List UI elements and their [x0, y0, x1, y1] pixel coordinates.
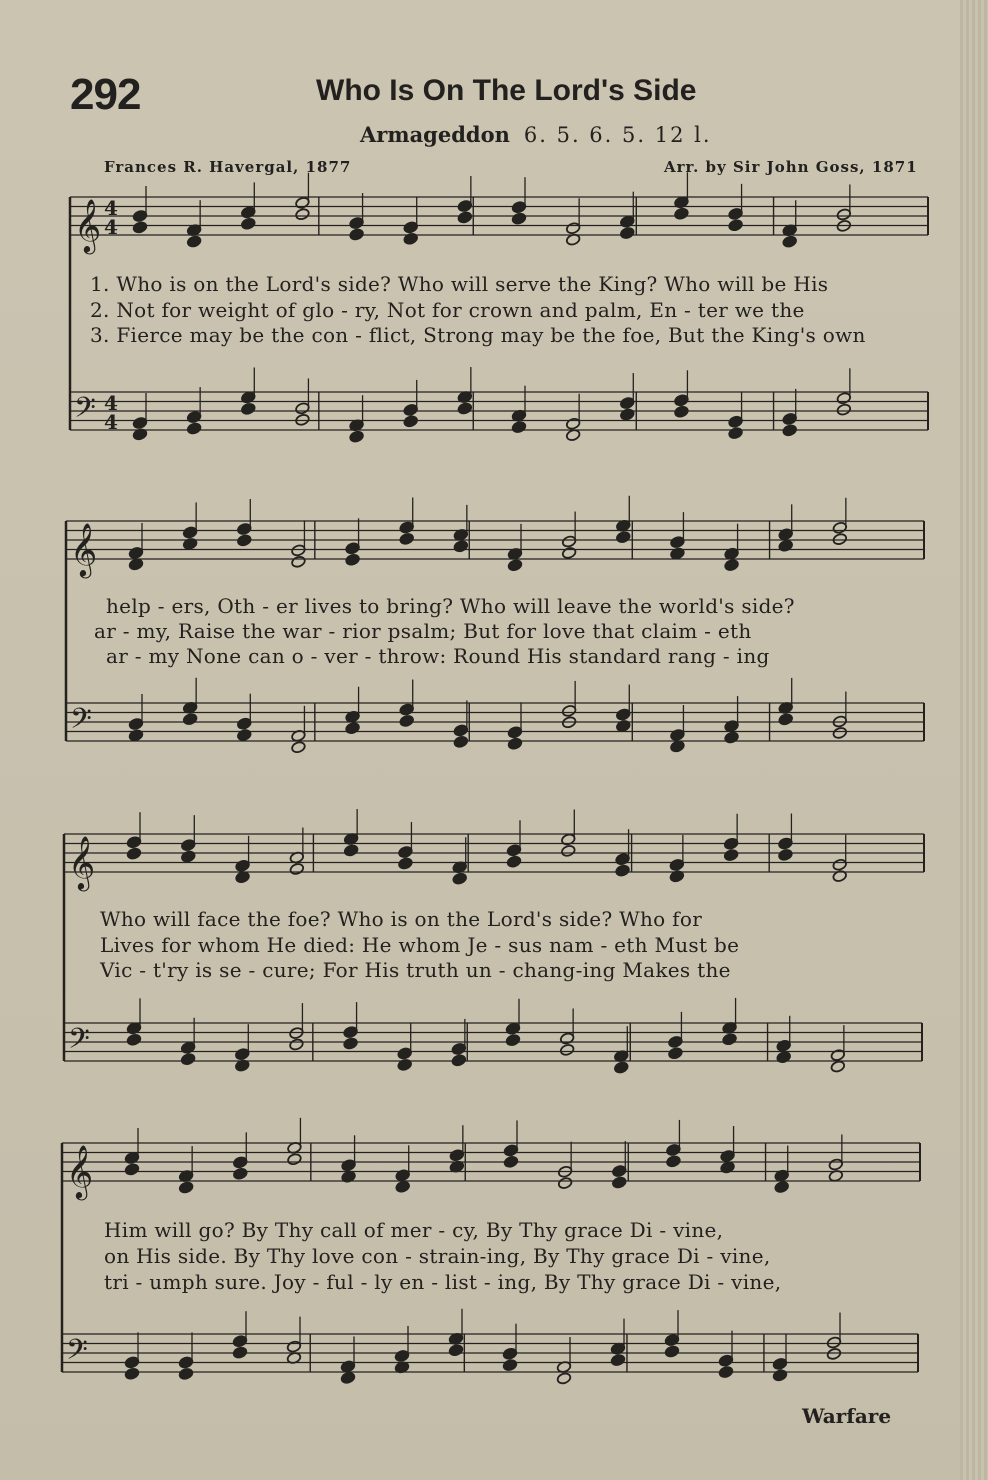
- note-head: [398, 857, 413, 870]
- note-head: [782, 235, 797, 248]
- note-head: [126, 847, 141, 860]
- note-head: [132, 221, 147, 234]
- lyric-verse-2: 2. Not for weight of glo - ry, Not for crown and palm, En - ter we the: [90, 298, 805, 322]
- note-head: [728, 219, 743, 232]
- bass-clef: 𝄢: [70, 702, 92, 743]
- note-head: [778, 539, 793, 552]
- meter: 6. 5. 6. 5. 12 l.: [523, 123, 712, 147]
- lyric-verse-1: help - ers, Oth - er lives to bring? Who will leave the world's side?: [106, 594, 795, 618]
- note-head: [289, 1038, 304, 1051]
- section-label: Warfare: [802, 1404, 892, 1428]
- note-head: [556, 1372, 571, 1385]
- lyric-verse-3: 3. Fierce may be the con - flict, Strong may be the foe, But the King's own: [90, 323, 866, 347]
- note-head: [124, 1367, 139, 1380]
- lyric-verse-3: ar - my None can o - ver - throw: Round His standard rang - ing: [106, 644, 770, 668]
- treble-clef: 𝄞: [66, 1144, 94, 1198]
- lyric-verse-2: on His side. By Thy love con - strain-ing, By Thy grace Di - vine,: [104, 1244, 771, 1268]
- note-head: [610, 1354, 625, 1367]
- note-head: [295, 208, 310, 221]
- note-head: [670, 740, 685, 753]
- note-head: [403, 232, 418, 245]
- note-head: [502, 1359, 517, 1372]
- note-head: [349, 430, 364, 443]
- note-head: [178, 1181, 193, 1194]
- time-signature-bottom: 4: [104, 410, 118, 434]
- lyric-verse-1: Him will go? By Thy call of mer - cy, By Thy grace Di - vine,: [104, 1218, 724, 1242]
- lyric-verse-1: 1. Who is on the Lord's side? Who will serve the King? Who will be His: [90, 272, 829, 296]
- note-head: [181, 850, 196, 863]
- note-head: [620, 227, 635, 240]
- note-head: [774, 1180, 789, 1193]
- time-signature-top: 4: [104, 391, 118, 415]
- note-head: [178, 1367, 193, 1380]
- note-head: [291, 555, 306, 568]
- note-head: [776, 1051, 791, 1064]
- bass-clef: 𝄢: [66, 1333, 88, 1374]
- note-head: [180, 1053, 195, 1066]
- note-head: [832, 726, 847, 739]
- note-head: [723, 849, 738, 862]
- lyric-verse-2: ar - my, Raise the war - rior psalm; But for love that claim - eth: [94, 619, 752, 643]
- note-head: [241, 402, 256, 415]
- note-head: [343, 1037, 358, 1050]
- note-head: [561, 844, 576, 857]
- note-head: [506, 855, 521, 868]
- note-head: [724, 731, 739, 744]
- note-head: [128, 558, 143, 571]
- note-head: [345, 722, 360, 735]
- lyric-verse-1: Who will face the foe? Who is on the Lord's side? Who for: [100, 907, 703, 931]
- note-head: [289, 862, 304, 875]
- note-head: [503, 1155, 518, 1168]
- note-head: [778, 713, 793, 726]
- treble-clef: 𝄞: [70, 522, 98, 576]
- note-head: [241, 217, 256, 230]
- tune-name: Armageddon: [360, 122, 510, 147]
- note-head: [399, 714, 414, 727]
- note-head: [287, 1153, 302, 1166]
- note-head: [557, 1177, 572, 1190]
- note-head: [511, 212, 526, 225]
- note-head: [457, 211, 472, 224]
- music-credit: Arr. by Sir John Goss, 1871: [664, 158, 918, 176]
- words-credit: Frances R. Havergal, 1877: [104, 158, 352, 176]
- note-head: [237, 534, 252, 547]
- note-head: [182, 713, 197, 726]
- note-head: [453, 735, 468, 748]
- lyric-verse-3: tri - umph sure. Joy - ful - ly en - list - ing, By Thy grace Di - vine,: [104, 1270, 782, 1294]
- note-head: [395, 1180, 410, 1193]
- bass-clef: 𝄢: [74, 391, 96, 432]
- note-head: [399, 532, 414, 545]
- note-head: [182, 537, 197, 550]
- hymn-title: Who Is On The Lord's Side: [316, 74, 697, 107]
- note-head: [620, 408, 635, 421]
- note-head: [674, 405, 689, 418]
- treble-clef: 𝄞: [68, 835, 96, 889]
- note-head: [664, 1345, 679, 1358]
- note-head: [615, 864, 630, 877]
- hymn-number: 292: [70, 70, 141, 119]
- note-head: [511, 421, 526, 434]
- note-head: [772, 1369, 787, 1382]
- note-head: [291, 741, 306, 754]
- note-head: [778, 848, 793, 861]
- note-head: [340, 1371, 355, 1384]
- note-head: [832, 533, 847, 546]
- note-head: [403, 415, 418, 428]
- note-head: [561, 546, 576, 559]
- note-head: [233, 1167, 248, 1180]
- note-head: [128, 729, 143, 742]
- note-head: [186, 422, 201, 435]
- note-head: [782, 424, 797, 437]
- note-head: [505, 1034, 520, 1047]
- lyric-verse-2: Lives for whom He died: He whom Je - sus nam - eth Must be: [100, 933, 740, 957]
- note-head: [457, 402, 472, 415]
- note-head: [836, 403, 851, 416]
- note-head: [718, 1366, 733, 1379]
- note-head: [124, 1163, 139, 1176]
- note-head: [451, 1054, 466, 1067]
- note-head: [559, 1043, 574, 1056]
- note-head: [728, 427, 743, 440]
- note-head: [830, 1060, 845, 1073]
- time-signature-bottom: 4: [104, 215, 118, 239]
- note-head: [724, 559, 739, 572]
- bass-clef: 𝄢: [68, 1022, 90, 1063]
- note-head: [232, 1346, 247, 1359]
- note-head: [349, 228, 364, 241]
- note-head: [668, 1047, 683, 1060]
- note-head: [237, 729, 252, 742]
- note-head: [507, 559, 522, 572]
- note-head: [452, 872, 467, 885]
- note-head: [448, 1344, 463, 1357]
- note-head: [666, 1155, 681, 1168]
- note-head: [343, 844, 358, 857]
- note-head: [614, 1061, 629, 1074]
- note-head: [616, 531, 631, 544]
- treble-clef: 𝄞: [74, 198, 102, 252]
- note-head: [674, 207, 689, 220]
- note-head: [345, 553, 360, 566]
- note-head: [397, 1058, 412, 1071]
- note-head: [612, 1176, 627, 1189]
- time-signature-top: 4: [104, 196, 118, 220]
- note-head: [722, 1033, 737, 1046]
- note-head: [453, 540, 468, 553]
- note-head: [507, 737, 522, 750]
- note-head: [186, 235, 201, 248]
- note-head: [826, 1347, 841, 1360]
- note-head: [126, 1033, 141, 1046]
- note-head: [295, 413, 310, 426]
- lyric-verse-3: Vic - t'ry is se - cure; For His truth un - chang-ing Makes the: [100, 958, 731, 982]
